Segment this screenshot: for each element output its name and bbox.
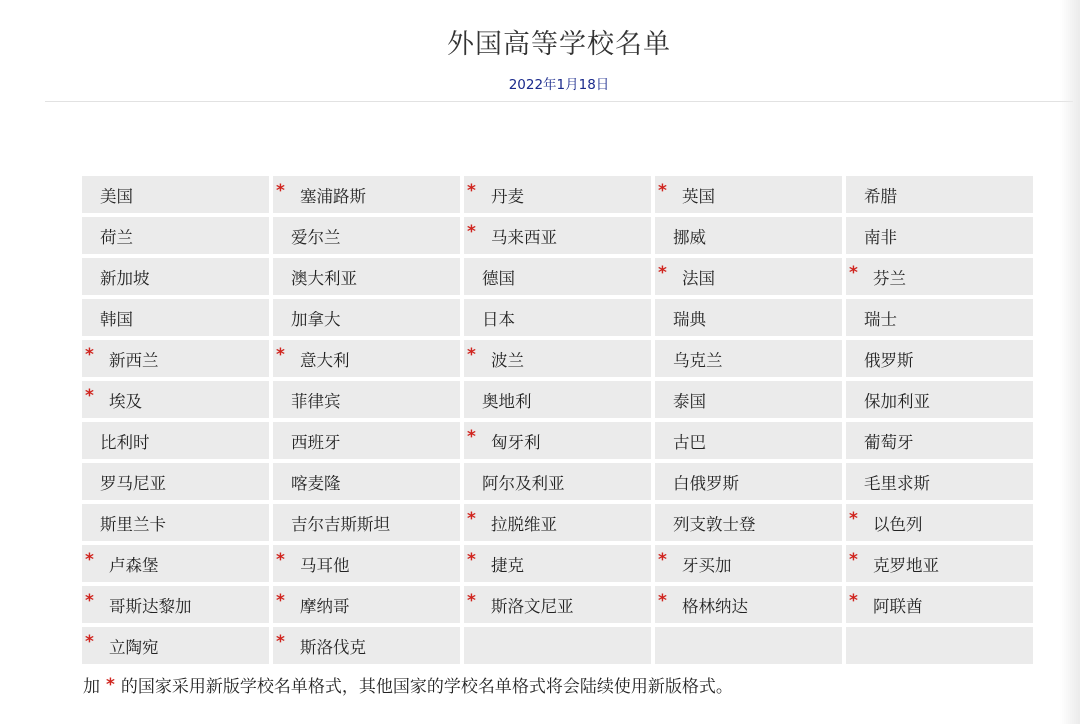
country-name: 拉脱维亚 bbox=[491, 514, 557, 534]
country-name: 俄罗斯 bbox=[864, 350, 914, 370]
country-cell bbox=[846, 586, 1033, 623]
country-cell bbox=[846, 463, 1033, 500]
new-format-star-marker: * bbox=[658, 263, 667, 283]
header-divider bbox=[45, 101, 1073, 102]
country-name: 塞浦路斯 bbox=[300, 186, 366, 206]
country-cell bbox=[273, 504, 460, 541]
country-name: 瑞士 bbox=[864, 309, 897, 329]
country-cell bbox=[273, 340, 460, 377]
country-cell bbox=[655, 381, 842, 418]
country-cell bbox=[846, 545, 1033, 582]
country-name: 爱尔兰 bbox=[291, 227, 341, 247]
country-cell bbox=[273, 545, 460, 582]
new-format-star-marker: * bbox=[85, 591, 94, 611]
country-cell bbox=[846, 217, 1033, 254]
country-name: 希腊 bbox=[864, 186, 897, 206]
country-name: 古巴 bbox=[673, 432, 706, 452]
country-name: 捷克 bbox=[491, 555, 524, 575]
new-format-star-marker: * bbox=[276, 632, 285, 652]
country-name: 新加坡 bbox=[100, 268, 150, 288]
country-name: 意大利 bbox=[300, 350, 350, 370]
empty-cell bbox=[464, 627, 651, 664]
country-cell bbox=[655, 586, 842, 623]
country-name: 吉尔吉斯斯坦 bbox=[291, 514, 390, 534]
footnote bbox=[83, 672, 733, 697]
empty-cell bbox=[846, 627, 1033, 664]
country-name: 德国 bbox=[482, 268, 515, 288]
country-name: 卢森堡 bbox=[109, 555, 159, 575]
country-cell bbox=[82, 258, 269, 295]
country-cell bbox=[464, 504, 651, 541]
country-name: 菲律宾 bbox=[291, 391, 341, 411]
country-name: 以色列 bbox=[873, 514, 923, 534]
country-cell bbox=[846, 299, 1033, 336]
new-format-star-marker: * bbox=[85, 632, 94, 652]
country-cell bbox=[273, 217, 460, 254]
country-cell bbox=[82, 299, 269, 336]
country-name: 美国 bbox=[100, 186, 133, 206]
page-title: 外国高等学校名单 bbox=[447, 29, 671, 60]
country-cell bbox=[273, 176, 460, 213]
new-format-star-marker: * bbox=[276, 550, 285, 570]
country-name: 克罗地亚 bbox=[873, 555, 939, 575]
new-format-star-marker: * bbox=[276, 345, 285, 365]
country-cell bbox=[82, 176, 269, 213]
country-name: 斯洛伐克 bbox=[300, 637, 366, 657]
publish-date: 2022年1月18日 bbox=[508, 77, 610, 93]
country-name: 比利时 bbox=[100, 432, 150, 452]
new-format-star-marker: * bbox=[849, 550, 858, 570]
new-format-star-marker: * bbox=[467, 509, 476, 529]
country-cell bbox=[82, 504, 269, 541]
country-cell bbox=[82, 381, 269, 418]
new-format-star-marker: * bbox=[467, 181, 476, 201]
country-name: 韩国 bbox=[100, 309, 133, 329]
new-format-star-marker: * bbox=[849, 509, 858, 529]
country-name: 南非 bbox=[864, 227, 897, 247]
country-cell bbox=[464, 586, 651, 623]
country-name: 英国 bbox=[682, 186, 715, 206]
country-cell bbox=[655, 340, 842, 377]
country-name: 格林纳达 bbox=[682, 596, 748, 616]
country-name: 挪威 bbox=[673, 227, 706, 247]
new-format-star-marker: * bbox=[658, 591, 667, 611]
country-name: 哥斯达黎加 bbox=[109, 596, 192, 616]
empty-cell bbox=[655, 627, 842, 664]
footnote-prefix: 加 bbox=[83, 677, 100, 697]
new-format-star-marker: * bbox=[658, 550, 667, 570]
new-format-star-marker: * bbox=[467, 345, 476, 365]
country-cell bbox=[846, 258, 1033, 295]
country-cell bbox=[273, 627, 460, 664]
country-name: 瑞典 bbox=[673, 309, 706, 329]
country-cell bbox=[82, 422, 269, 459]
country-name: 匈牙利 bbox=[491, 432, 541, 452]
new-format-star-marker: * bbox=[85, 345, 94, 365]
country-cell bbox=[655, 299, 842, 336]
country-cell bbox=[82, 217, 269, 254]
new-format-star-marker: * bbox=[85, 386, 94, 406]
country-cell bbox=[655, 422, 842, 459]
country-cell bbox=[273, 463, 460, 500]
new-format-star-marker: * bbox=[467, 591, 476, 611]
country-name: 葡萄牙 bbox=[864, 432, 914, 452]
country-cell bbox=[464, 299, 651, 336]
country-cell bbox=[655, 545, 842, 582]
country-cell bbox=[655, 463, 842, 500]
country-name: 澳大利亚 bbox=[291, 268, 357, 288]
country-cell bbox=[82, 545, 269, 582]
country-cell bbox=[273, 299, 460, 336]
footnote-star-marker: * bbox=[106, 675, 115, 695]
country-cell bbox=[655, 258, 842, 295]
country-cell bbox=[82, 463, 269, 500]
country-cell bbox=[464, 340, 651, 377]
country-cell bbox=[655, 217, 842, 254]
country-cell bbox=[846, 381, 1033, 418]
country-cell bbox=[273, 258, 460, 295]
country-cell bbox=[846, 422, 1033, 459]
country-cell bbox=[82, 340, 269, 377]
country-name: 保加利亚 bbox=[864, 391, 930, 411]
country-name: 丹麦 bbox=[491, 186, 524, 206]
country-name: 奥地利 bbox=[482, 391, 532, 411]
country-name: 芬兰 bbox=[873, 268, 906, 288]
country-name: 新西兰 bbox=[109, 350, 159, 370]
new-format-star-marker: * bbox=[849, 263, 858, 283]
country-name: 喀麦隆 bbox=[291, 473, 341, 493]
country-name: 罗马尼亚 bbox=[100, 473, 166, 493]
country-table bbox=[82, 176, 1033, 664]
country-name: 斯洛文尼亚 bbox=[491, 596, 574, 616]
country-cell bbox=[846, 340, 1033, 377]
country-name: 列支敦士登 bbox=[673, 514, 756, 534]
new-format-star-marker: * bbox=[467, 550, 476, 570]
country-cell bbox=[273, 381, 460, 418]
country-name: 西班牙 bbox=[291, 432, 341, 452]
country-cell bbox=[82, 627, 269, 664]
country-cell bbox=[846, 504, 1033, 541]
country-name: 阿联酋 bbox=[873, 596, 923, 616]
country-cell bbox=[273, 586, 460, 623]
page-edge-shadow bbox=[1060, 0, 1080, 724]
country-name: 日本 bbox=[482, 309, 515, 329]
new-format-star-marker: * bbox=[467, 427, 476, 447]
country-name: 泰国 bbox=[673, 391, 706, 411]
country-name: 斯里兰卡 bbox=[100, 514, 166, 534]
country-name: 乌克兰 bbox=[673, 350, 723, 370]
country-name: 白俄罗斯 bbox=[673, 473, 739, 493]
new-format-star-marker: * bbox=[276, 591, 285, 611]
country-cell bbox=[655, 504, 842, 541]
country-name: 马耳他 bbox=[300, 555, 350, 575]
new-format-star-marker: * bbox=[849, 591, 858, 611]
new-format-star-marker: * bbox=[276, 181, 285, 201]
country-name: 埃及 bbox=[109, 391, 142, 411]
country-cell bbox=[846, 176, 1033, 213]
country-cell bbox=[464, 258, 651, 295]
country-name: 法国 bbox=[682, 268, 715, 288]
country-cell bbox=[655, 176, 842, 213]
country-name: 牙买加 bbox=[682, 555, 732, 575]
country-cell bbox=[464, 463, 651, 500]
country-name: 立陶宛 bbox=[109, 637, 159, 657]
country-name: 加拿大 bbox=[291, 309, 341, 329]
country-cell bbox=[464, 381, 651, 418]
country-name: 波兰 bbox=[491, 350, 524, 370]
footnote-text: 的国家采用新版学校名单格式，其他国家的学校名单格式将会陆续使用新版格式。 bbox=[120, 677, 733, 697]
country-cell bbox=[273, 422, 460, 459]
country-name: 摩纳哥 bbox=[300, 596, 350, 616]
new-format-star-marker: * bbox=[658, 181, 667, 201]
new-format-star-marker: * bbox=[467, 222, 476, 242]
country-cell bbox=[464, 545, 651, 582]
country-cell bbox=[464, 176, 651, 213]
country-name: 毛里求斯 bbox=[864, 473, 930, 493]
new-format-star-marker: * bbox=[85, 550, 94, 570]
country-cell bbox=[82, 586, 269, 623]
country-name: 马来西亚 bbox=[491, 227, 557, 247]
country-name: 阿尔及利亚 bbox=[482, 473, 565, 493]
country-name: 荷兰 bbox=[100, 227, 133, 247]
country-cell bbox=[464, 217, 651, 254]
country-cell bbox=[464, 422, 651, 459]
